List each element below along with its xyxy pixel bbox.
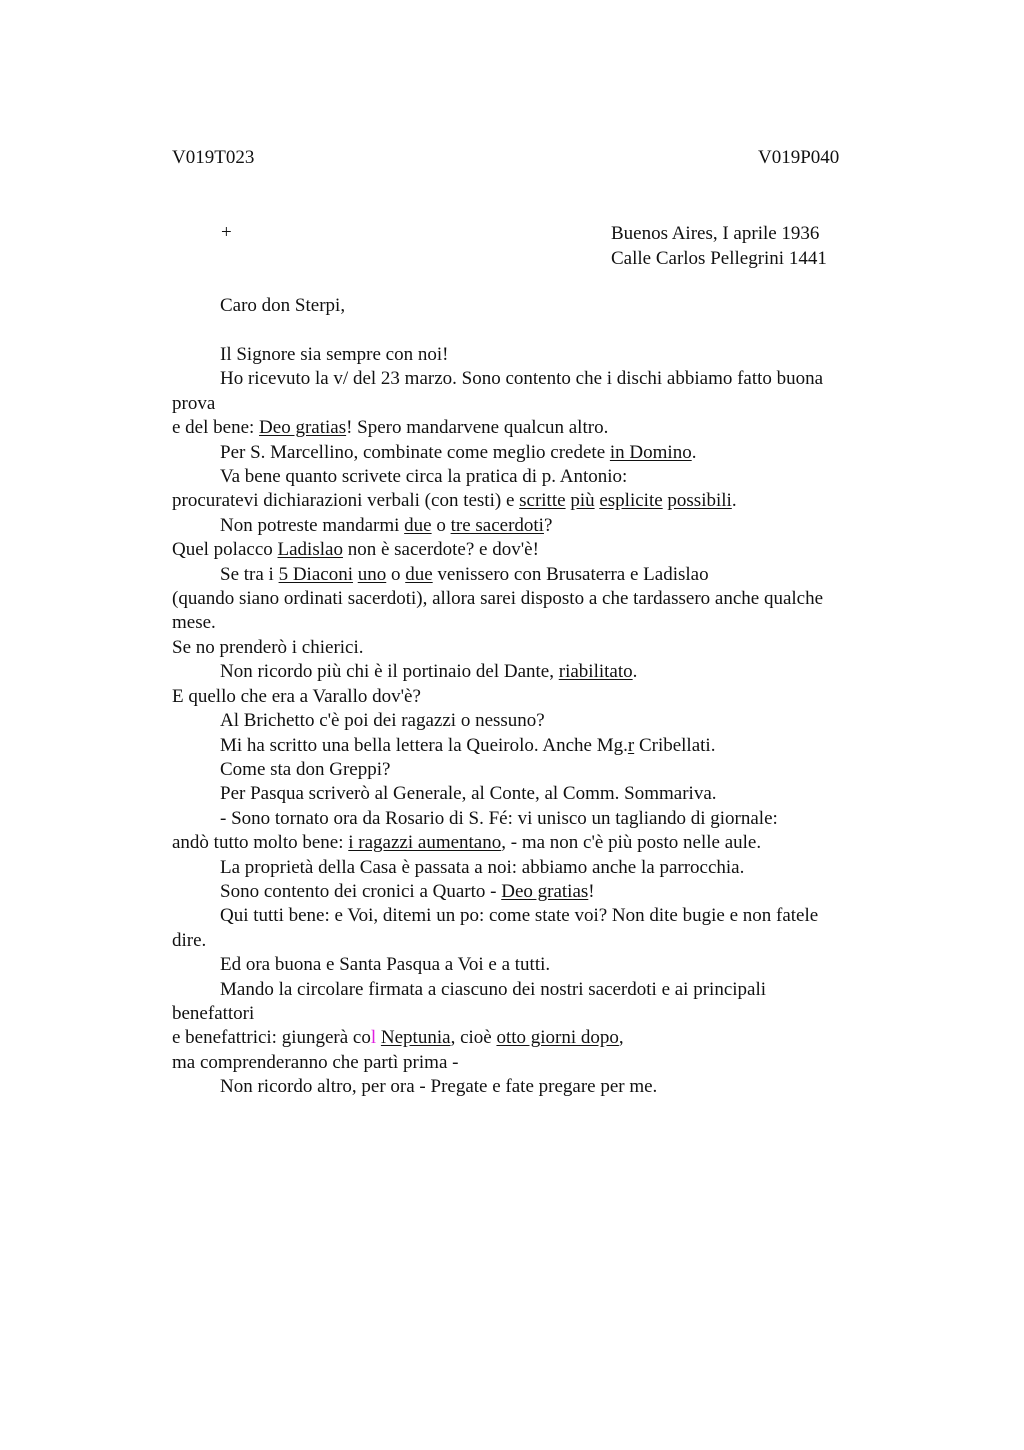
underlined-text: più bbox=[570, 490, 595, 512]
text-segment: Sono contento dei cronici a Quarto - bbox=[220, 880, 502, 902]
letter-line bbox=[172, 441, 892, 465]
underlined-text: esplicite bbox=[599, 490, 663, 512]
underlined-text: tre sacerdoti bbox=[450, 514, 544, 536]
letter-line bbox=[172, 856, 892, 880]
text-segment: Se no prenderò i chierici. bbox=[172, 636, 364, 658]
letter-line bbox=[172, 416, 892, 440]
underlined-text: Deo gratias bbox=[259, 417, 347, 439]
text-segment: (quando siano ordinati sacerdoti), allora sarei disposto a che tardassero anche qualche bbox=[172, 588, 824, 610]
text-segment: e del bene: bbox=[172, 417, 260, 439]
text-segment: Ed ora buona e Santa Pasqua a Voi e a tutti. bbox=[220, 954, 551, 976]
letter-line bbox=[172, 831, 892, 855]
text-segment: Qui tutti bene: e Voi, ditemi un po: come state voi? Non dite bugie e non fatele bbox=[220, 905, 819, 927]
letter-line bbox=[172, 685, 892, 709]
text-segment: Al Brichetto c'è poi dei ragazzi o nessuno? bbox=[220, 710, 545, 732]
text-segment: La proprietà della Casa è passata a noi: abbiamo anche la parrocchia. bbox=[220, 856, 745, 878]
text-segment: . bbox=[691, 441, 697, 463]
underlined-text: Ladislao bbox=[277, 539, 343, 561]
letter-line bbox=[172, 782, 892, 806]
text-segment: Come sta don Greppi? bbox=[220, 758, 391, 780]
underlined-text: 5 Diaconi bbox=[278, 563, 353, 585]
underlined-text: in Domino bbox=[609, 441, 692, 463]
underlined-text: due bbox=[404, 514, 432, 536]
text-segment: prova bbox=[172, 392, 216, 414]
letter-line bbox=[172, 1002, 892, 1026]
salutation: Caro don Sterpi, bbox=[220, 295, 346, 316]
letter-line bbox=[172, 392, 892, 416]
highlighted-char: l bbox=[370, 1027, 377, 1049]
text-segment: Quel polacco bbox=[172, 539, 278, 561]
letter-line bbox=[172, 904, 892, 928]
underlined-text: Neptunia bbox=[380, 1027, 451, 1049]
letter-line bbox=[172, 636, 892, 660]
text-segment: mese. bbox=[172, 612, 216, 634]
letter-line bbox=[172, 758, 892, 782]
text-segment: ! Spero mandarvene qualcun altro. bbox=[346, 417, 609, 439]
text-segment: Non potreste mandarmi bbox=[220, 514, 405, 536]
underlined-text: riabilitato bbox=[558, 661, 633, 683]
letter-line bbox=[172, 514, 892, 538]
letter-line bbox=[172, 611, 892, 635]
underlined-text: possibili bbox=[667, 490, 732, 512]
document-code-left: V019T023 bbox=[172, 147, 255, 168]
text-segment: dire. bbox=[172, 929, 207, 951]
underlined-text: i ragazzi aumentano bbox=[348, 832, 502, 854]
place-date: Buenos Aires, I aprile 1936 bbox=[611, 223, 820, 244]
underlined-text: Deo gratias bbox=[501, 880, 589, 902]
text-segment: non è sacerdote? e dov'è! bbox=[342, 539, 539, 561]
letter-line bbox=[172, 587, 892, 611]
text-segment: Non ricordo altro, per ora - Pregate e fate pregare per me. bbox=[220, 1076, 658, 1098]
text-segment: Cribellati. bbox=[634, 734, 716, 756]
text-segment: . bbox=[731, 490, 737, 512]
underlined-text: r bbox=[627, 734, 635, 756]
letter-line bbox=[172, 929, 892, 953]
text-segment: . bbox=[632, 661, 638, 683]
street-address: Calle Carlos Pellegrini 1441 bbox=[611, 247, 827, 269]
text-segment: , - ma non c'è più posto nelle aule. bbox=[501, 832, 762, 854]
cross-symbol: + bbox=[221, 222, 232, 243]
text-segment: Se tra i bbox=[220, 563, 279, 585]
letter-line bbox=[172, 563, 892, 587]
letter-line bbox=[172, 343, 892, 367]
text-segment: , cioè bbox=[450, 1027, 497, 1049]
text-segment: - Sono tornato ora da Rosario di S. Fé: vi unisco un tagliando di giornale: bbox=[220, 807, 778, 829]
underlined-text: due bbox=[405, 563, 433, 585]
text-segment: procuratevi dichiarazioni verbali (con testi) e bbox=[172, 490, 520, 512]
letter-line bbox=[172, 807, 892, 831]
text-segment: ma comprenderanno che partì prima - bbox=[172, 1051, 459, 1073]
letter-line bbox=[172, 660, 892, 684]
underlined-text: scritte bbox=[519, 490, 566, 512]
underlined-text: otto giorni dopo bbox=[496, 1027, 619, 1049]
text-segment: o bbox=[386, 563, 406, 585]
letter-line bbox=[172, 538, 892, 562]
letter-line bbox=[172, 465, 892, 489]
text-segment: andò tutto molto bene: bbox=[172, 832, 349, 854]
text-segment: E quello che era a Varallo dov'è? bbox=[172, 685, 421, 707]
text-segment: Mando la circolare firmata a ciascuno dei nostri sacerdoti e ai principali bbox=[220, 978, 767, 1000]
text-segment: venissero con Brusaterra e Ladislao bbox=[432, 563, 709, 585]
letterhead-address-block bbox=[611, 222, 827, 271]
letter-line bbox=[172, 709, 892, 733]
text-segment: Non ricordo più chi è il portinaio del Dante, bbox=[220, 661, 559, 683]
text-segment: benefattori bbox=[172, 1002, 255, 1024]
text-segment: Il Signore sia sempre con noi! bbox=[220, 344, 449, 365]
text-segment: Ho ricevuto la v/ del 23 marzo. Sono contento che i dischi abbiamo fatto buona bbox=[220, 368, 824, 390]
letter-body bbox=[172, 343, 892, 1100]
letter-line bbox=[172, 953, 892, 977]
underlined-text: uno bbox=[357, 563, 387, 585]
letter-line bbox=[172, 1026, 892, 1050]
text-segment: Per S. Marcellino, combinate come meglio credete bbox=[220, 441, 610, 463]
letter-line bbox=[172, 489, 892, 513]
text-segment: Mi ha scritto una bella lettera la Queirolo. Anche Mg. bbox=[220, 734, 628, 756]
text-segment: , bbox=[618, 1027, 624, 1049]
text-segment: e benefattrici: giungerà co bbox=[172, 1027, 371, 1049]
text-segment: Va bene quanto scrivete circa la pratica di p. Antonio: bbox=[220, 466, 628, 488]
letter-line bbox=[172, 1051, 892, 1075]
text-segment: ? bbox=[543, 514, 553, 536]
text-segment: Per Pasqua scriverò al Generale, al Conte, al Comm. Sommariva. bbox=[220, 783, 717, 805]
letter-line bbox=[172, 880, 892, 904]
letter-line bbox=[172, 1075, 892, 1099]
text-segment: ! bbox=[588, 880, 595, 902]
letter-line bbox=[172, 734, 892, 758]
text-segment: o bbox=[431, 514, 451, 536]
document-code-right: V019P040 bbox=[758, 147, 840, 168]
letter-line bbox=[172, 978, 892, 1002]
letter-line bbox=[172, 367, 892, 391]
